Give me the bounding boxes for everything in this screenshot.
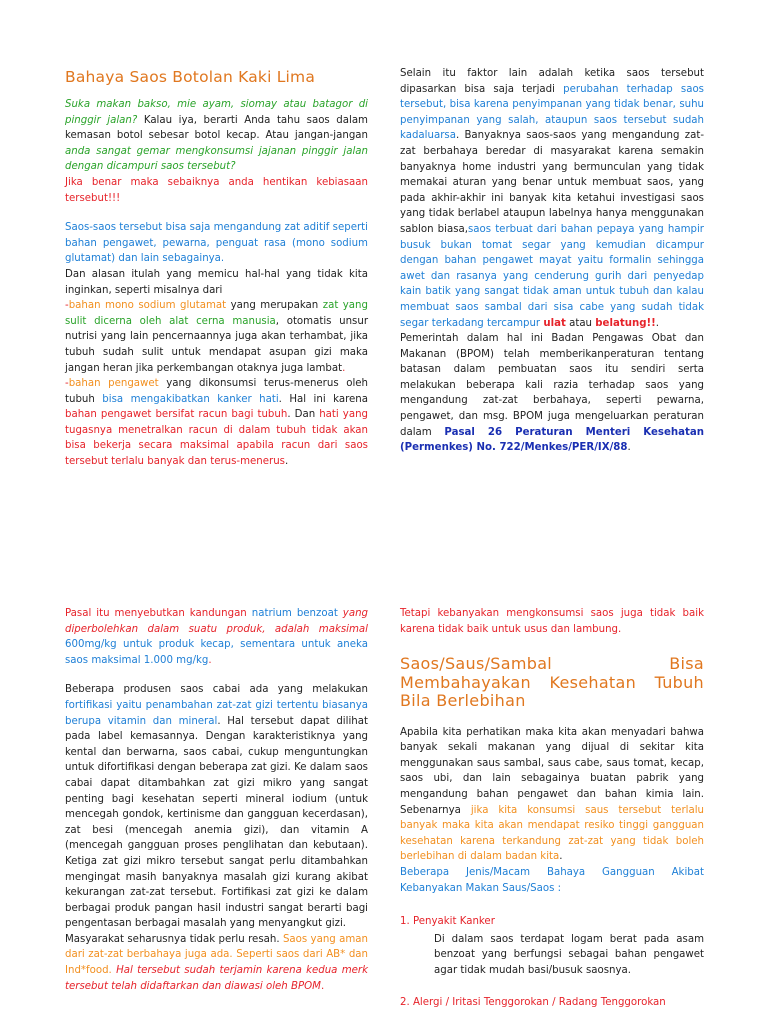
benzoate-paragraph: Pasal itu menyebutkan kandungan natrium benzoat yang diperbolehkan dalam suatu produk, adalah maksimal 600mg/kg untuk produk kecap, sementara untuk aneka saos maksimal 1.000 mg/kg.: [65, 608, 368, 666]
reason-paragraph: Dan alasan itulah yang memicu hal-hal yang tidak kita inginkan, seperti misalnya dari: [65, 268, 368, 296]
dangers-intro: Beberapa Jenis/Macam Bahaya Gangguan Akibat Kebanyakan Makan Saus/Saos :: [400, 867, 704, 894]
list-item-allergy-title: 2. Alergi / Iritasi Tenggorokan / Radang Tenggorokan: [400, 996, 666, 1008]
fortification-paragraph: Beberapa produsen saos cabai ada yang melakukan fortifikasi yaitu penambahan zat-zat gizi tertentu biasanya berupa vitamin dan mineral. Hal tersebut dapat dilihat pada label kemasannya. Dengan karakteristiknya yang kental dan berwarna, saos cabai, cukup menguntungkan untuk difortifikasi dengan beberapa zat gizi. Ke dalam saos cabai dapat ditambahkan zat gizi mikro yang sangat penting bagi kesehatan seperti mineral iodium (untuk mencegah gondok, kertinisme dan gangguan kecerdasan), zat besi (mencegah anemia gizi), dan vitamin A (mencegah gangguan proses penglihatan dan kebutaan). Ketiga zat gizi mikro tersebut sangat perlu ditambahkan mengingat masih banyaknya masalah gizi kurang akibat kekurangan zat-zat tersebut. Fortifikasi zat gizi ke dalam berbagai produk pangan hasil industri sangat berarti bagi pengentasan berbagai masalah yang menyangkut gizi.: [65, 684, 368, 930]
preservative-paragraph: -bahan pengawet yang dikonsumsi terus-menerus oleh tubuh bisa mengakibatkan kanker hati. Hal ini karena bahan pengawet bersifat racun bagi tubuh. Dan hati yang tugasnya menetralkan racun di dalam tubuh tidak akan bisa bekerja secara maksimal apabila racun dari saos tersebut terlalu banyak dan terus-menerus.: [65, 378, 368, 468]
warning-text: Jika benar maka sebaiknya anda hentikan kebiasaan tersebut!!!: [65, 176, 368, 204]
article-column-bottom-left: [65, 606, 368, 994]
stomach-paragraph: Tetapi kebanyakan mengkonsumsi saos juga tidak baik karena tidak baik untuk usus dan lambung.: [400, 608, 704, 635]
regulation-paragraph: Pemerintah dalam hal ini Badan Pengawas Obat dan Makanan (BPOM) telah memberikanperaturan tentang batasan dalam pembuatan saos itu sendiri serta melakukan beberapa kali razia terhadap saos yang mengandung zat-zat berbahaya, seperti pewarna, pengawet, dan msg. BPOM juga mengeluarkan peraturan dalam Pasal 26 Peraturan Menteri Kesehatan (Permenkes) No. 722/Menkes/PER/IX/88.: [400, 333, 704, 454]
section-title: Saos/Saus/Sambal Bisa Membahayakan Kesehatan Tubuh Bila Berlebihan: [400, 654, 704, 711]
msg-paragraph: -bahan mono sodium glutamat yang merupakan zat yang sulit dicerna oleh alat cerna manusia, otomatis unsur nutrisi yang lain pencernaannya juga akan terhambat, jika tubuh sudah sulit untuk mendapat asupan gizi maka jangan heran jika perkembangan otaknya juga lambat.: [65, 300, 369, 374]
article-column-top-right: [400, 66, 704, 456]
article-title: Bahaya Saos Botolan Kaki Lima: [65, 68, 316, 86]
list-item-cancer-body: Di dalam saos terdapat logam berat pada asam benzoat yang berfungsi sebagai bahan pengawet agar tidak mudah basi/busuk saosnya.: [434, 933, 704, 976]
additive-paragraph: Saos-saos tersebut bisa saja mengandung zat aditif seperti bahan pengawet, pewarna, penguat rasa (mono sodium glutamat) dan lain sebagainya.: [65, 222, 368, 265]
intro-paragraph: Suka makan bakso, mie ayam, siomay atau batagor di pinggir jalan? Kalau iya, berarti Anda tahu saos dalam kemasan botol sebesar botol kecap. Atau jangan-jangan anda sangat gemar mengkonsumsi jajanan pinggir jalan dengan dicampuri saos tersebut?: [65, 99, 368, 173]
storage-paragraph: Selain itu faktor lain adalah ketika saos tersebut dipasarkan bisa saja terjadi perubahan terhadap saos tersebut, bisa karena penyimpanan yang tidak benar, suhu penyimpanan yang salah, ataupun saos tersebut sudah kadaluarsa. Banyaknya saos-saos yang mengandung zat-zat berbahaya beredar di masyarakat karena semakin banyaknya home industri yang bermunculan yang tidak memakai aturan yang benar untuk membuat saos, yang pada akhir-akhir ini banyak kita ketahui investigasi saos yang tidak berlabel ataupun labelnya hanya menggunakan sablon biasa,saos terbuat dari bahan pepaya yang hampir busuk bukan tomat segar yang kemudian dicampur dengan bahan pengawet mayat yaitu formalin sehingga awet dan rasanya yang cenderung gurih dari penyedap kain batik yang sangat tidak aman untuk tubuh dan kalau membuat saos sambal dari sisa cabe yang sudah tidak segar terkadang tercampur ulat atau belatung!!.: [400, 68, 704, 329]
article-column-bottom-right: [400, 606, 704, 1010]
list-item-cancer-title: 1. Penyakit Kanker: [400, 916, 495, 928]
overconsumption-paragraph: Apabila kita perhatikan maka kita akan menyadari bahwa banyak sekali makanan yang dijual di sekitar kita menggunakan saus sambal, saus cabe, saus tomat, kecap, saos ubi, dan lain sebagainya buatan pabrik yang mengandung bahan pengawet dan bahan kimia lain. Sebenarnya jika kita konsumsi saus tersebut terlalu banyak maka kita akan mendapat resiko tinggi gangguan kesehatan karena terkandung zat-zat yang tidak boleh berlebihan di dalam badan kita.: [400, 726, 704, 863]
safe-sauce-paragraph: Masyarakat seharusnya tidak perlu resah. Saos yang aman dari zat-zat berbahaya juga ada. Seperti saos dari AB* dan Ind*food. Hal tersebut sudah terjamin karena kedua merk tersebut telah didaftarkan dan diawasi oleh BPOM.: [65, 933, 368, 992]
article-column-top-left: [65, 66, 368, 470]
